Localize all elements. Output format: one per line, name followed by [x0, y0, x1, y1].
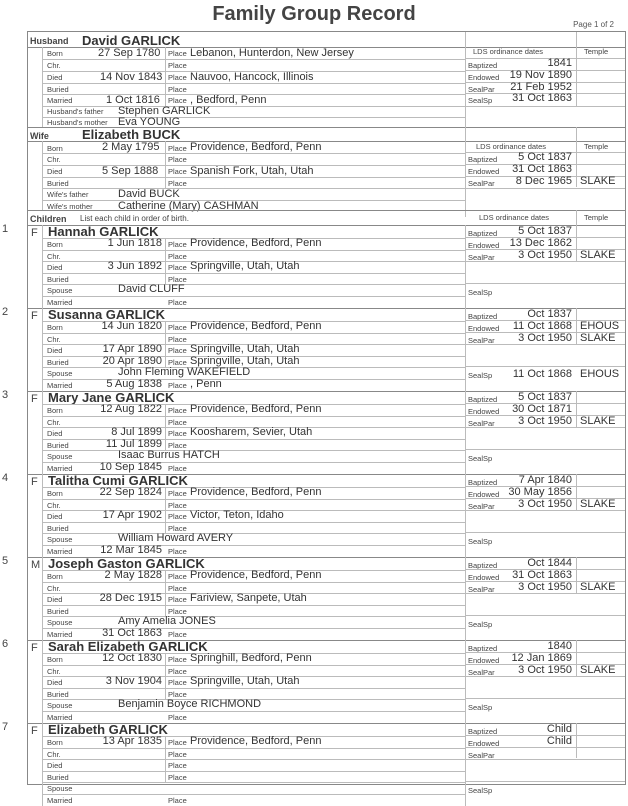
child-sex: F — [31, 642, 38, 654]
child-sealsp-label: SealSp — [468, 786, 493, 795]
child-baptized: Oct 1844 — [527, 557, 572, 569]
husbands-mother-label: Husband's mother — [47, 118, 108, 127]
child-chr-place-label: Place — [168, 251, 187, 261]
child-born-date: 2 May 1828 — [104, 569, 162, 581]
husband-born-place-label: Place — [168, 49, 187, 58]
child-died-date: 17 Apr 1902 — [102, 509, 162, 522]
child-number: 1 — [2, 223, 9, 235]
child-spouse: Isaac Burrus HATCH — [118, 449, 220, 462]
child-sealpar-label: SealPar — [468, 751, 495, 760]
child-chr-label: Chr. — [47, 666, 61, 676]
wife-label: Wife — [30, 131, 49, 141]
child-spouse-label: Spouse — [47, 784, 73, 794]
child-died-place-label: Place — [168, 346, 187, 356]
child-sealpar: 3 Oct 1950 — [518, 249, 572, 261]
child-buried-place-label: Place — [168, 274, 187, 284]
wife-temple-header: Temple — [584, 142, 609, 151]
child-sealpar-temple: SLAKE — [580, 332, 616, 344]
wifes-mother: Catherine (Mary) CASHMAN — [118, 200, 259, 212]
child-died-date: 3 Nov 1904 — [105, 675, 162, 688]
wife-chr-label: Chr. — [47, 155, 61, 164]
child-married-place-label: Place — [168, 630, 187, 639]
child-died-label: Died — [47, 263, 63, 273]
child-sex: M — [31, 559, 41, 571]
child-buried-date: 20 Apr 1890 — [102, 354, 162, 367]
child-buried-place-label: Place — [168, 523, 187, 533]
child-sex: F — [31, 725, 38, 737]
husband-died-place: Nauvoo, Hancock, Illinois — [190, 71, 314, 83]
wife-chr-place-label: Place — [168, 155, 187, 164]
husband-baptized: 1841 — [547, 57, 572, 69]
child-baptized: 5 Oct 1837 — [518, 225, 572, 237]
husband-born-label: Born — [47, 49, 63, 58]
husband-died-date: 14 Nov 1843 — [100, 71, 163, 83]
husbands-father: Stephen GARLICK — [118, 105, 211, 117]
husband-endowed-label: Endowed — [468, 73, 500, 82]
child-born-label: Born — [47, 240, 63, 249]
child-sealsp-temple: EHOUS — [580, 368, 620, 380]
child-died-label: Died — [47, 429, 63, 439]
child-chr-place-label: Place — [168, 334, 187, 344]
child-spouse-label: Spouse — [47, 452, 73, 462]
child-baptized: 7 Apr 1840 — [518, 474, 572, 486]
child-born-label: Born — [47, 738, 63, 747]
child-born-place-label: Place — [168, 323, 187, 332]
child-name: Talitha Cumi GARLICK — [48, 473, 188, 488]
child-born-date: 14 Jun 1820 — [101, 320, 162, 332]
child-endowed-label: Endowed — [468, 490, 500, 499]
wife-buried-label: Buried — [47, 179, 69, 188]
wife-sealpar-label: SealPar — [468, 179, 495, 188]
wife-endowed: 31 Oct 1863 — [512, 163, 572, 175]
child-born-label: Born — [47, 323, 63, 332]
child-born-date: 13 Apr 1835 — [102, 735, 162, 747]
child-sealpar-label: SealPar — [468, 585, 495, 594]
husband-sealsp: 31 Oct 1863 — [512, 92, 572, 104]
child-spouse: William Howard AVERY — [118, 532, 234, 545]
child-born-label: Born — [47, 572, 63, 581]
husband-died-label: Died — [47, 73, 63, 82]
family-group-form — [2, 31, 626, 805]
child-chr-label: Chr. — [47, 251, 61, 261]
wife-died-label: Died — [47, 167, 63, 176]
child-name: Hannah GARLICK — [48, 224, 159, 239]
child-died-label: Died — [47, 761, 63, 771]
child-spouse: Amy Amelia JONES — [118, 615, 216, 628]
child-name: Elizabeth GARLICK — [48, 722, 168, 737]
child-born-place: Springhill, Bedford, Penn — [190, 652, 312, 664]
husband-chr-label: Chr. — [47, 61, 61, 70]
child-baptized-label: Baptized — [468, 561, 498, 570]
child-married-place-label: Place — [168, 713, 187, 722]
child-endowed: 30 May 1856 — [508, 486, 572, 498]
child-sealsp-label: SealSp — [468, 288, 493, 297]
child-number: 4 — [2, 472, 9, 484]
child-born-date: 22 Sep 1824 — [99, 486, 162, 498]
child-number: 5 — [2, 555, 9, 567]
child-died-label: Died — [47, 512, 63, 522]
husband-sealpar-label: SealPar — [468, 85, 495, 94]
children-note: List each child in order of birth. — [80, 214, 189, 223]
child-sealpar: 3 Oct 1950 — [518, 581, 572, 593]
child-name: Sarah Elizabeth GARLICK — [48, 639, 208, 654]
child-sex: F — [31, 393, 38, 405]
child-died-place: Springville, Utah, Utah — [190, 675, 300, 688]
child-sealsp-label: SealSp — [468, 537, 493, 546]
child-married-place-label: Place — [168, 464, 187, 473]
husband-sealpar: 21 Feb 1952 — [510, 81, 572, 93]
child-sealpar-label: SealPar — [468, 668, 495, 677]
child-buried-label: Buried — [47, 274, 69, 284]
child-buried-place-label: Place — [168, 440, 187, 450]
child-sealpar: 3 Oct 1950 — [518, 332, 572, 344]
child-born-place: Providence, Bedford, Penn — [190, 486, 322, 498]
children-lds-header: LDS ordinance dates — [479, 213, 550, 222]
child-married-place-label: Place — [168, 298, 187, 307]
child-sealpar-label: SealPar — [468, 502, 495, 511]
child-endowed: 31 Oct 1863 — [512, 569, 572, 581]
child-endowed-temple: EHOUS — [580, 320, 620, 332]
child-chr-place-label: Place — [168, 666, 187, 676]
child-died-place: Victor, Teton, Idaho — [190, 509, 284, 522]
husband-buried-label: Buried — [47, 85, 69, 94]
child-chr-place-label: Place — [168, 500, 187, 510]
child-endowed: Child — [546, 735, 572, 747]
child-died-place: Fariview, Sanpete, Utah — [190, 592, 307, 605]
husband-married-place-label: Place — [168, 96, 187, 105]
child-born-label: Born — [47, 406, 63, 415]
child-baptized-label: Baptized — [468, 395, 498, 404]
child-married-date: 31 Oct 1863 — [102, 627, 162, 639]
child-died-place: Springville, Utah, Utah — [190, 343, 300, 356]
wife-died-place: Spanish Fork, Utah, Utah — [190, 165, 314, 177]
child-endowed: 30 Oct 1871 — [512, 403, 572, 415]
child-married-label: Married — [47, 464, 73, 473]
husband-born-date: 27 Sep 1780 — [98, 47, 161, 59]
child-died-place-label: Place — [168, 678, 187, 688]
husband-lds-header: LDS ordinance dates — [473, 47, 544, 56]
child-sealpar-temple: SLAKE — [580, 249, 616, 261]
husband-married-date: 1 Oct 1816 — [106, 94, 160, 106]
child-born-place-label: Place — [168, 406, 187, 415]
child-spouse-label: Spouse — [47, 535, 73, 545]
child-spouse-label: Spouse — [47, 286, 73, 296]
page-number: Page 1 of 2 — [573, 20, 614, 29]
child-sealpar-temple: SLAKE — [580, 581, 616, 593]
child-born-label: Born — [47, 489, 63, 498]
child-buried-place-label: Place — [168, 606, 187, 616]
child-chr-label: Chr. — [47, 583, 61, 593]
child-spouse-label: Spouse — [47, 618, 73, 628]
child-married-label: Married — [47, 298, 73, 307]
wife-born-place-label: Place — [168, 144, 187, 153]
child-buried-place: Springville, Utah, Utah — [190, 354, 300, 367]
husband-buried-place-label: Place — [168, 85, 187, 94]
husbands-mother: Eva YOUNG — [118, 116, 181, 128]
wife-born-label: Born — [47, 144, 63, 153]
child-born-date: 1 Jun 1818 — [107, 237, 162, 249]
husband-chr-place-label: Place — [168, 61, 187, 70]
child-spouse-label: Spouse — [47, 701, 73, 711]
husband-temple-header: Temple — [584, 47, 609, 56]
child-sealsp-label: SealSp — [468, 620, 493, 629]
child-sex: F — [31, 310, 38, 322]
child-married-label: Married — [47, 381, 73, 390]
child-born-place-label: Place — [168, 738, 187, 747]
child-endowed-label: Endowed — [468, 656, 500, 665]
child-buried-place-label: Place — [168, 689, 187, 699]
child-buried-place-label: Place — [168, 357, 187, 367]
child-sealsp-label: SealSp — [468, 703, 493, 712]
child-died-place-label: Place — [168, 429, 187, 439]
child-sealpar: 3 Oct 1950 — [518, 415, 572, 427]
child-baptized: Child — [546, 723, 572, 735]
child-married-date: 10 Sep 1845 — [99, 461, 162, 473]
husband-born-place: Lebanon, Hunterdon, New Jersey — [190, 47, 354, 59]
child-married-place: , Penn — [190, 378, 222, 390]
child-number: 2 — [2, 306, 9, 318]
child-buried-label: Buried — [47, 689, 69, 699]
child-chr-place-label: Place — [168, 749, 187, 759]
child-married-place-label: Place — [168, 381, 187, 390]
child-born-place: Providence, Bedford, Penn — [190, 403, 322, 415]
child-died-date: 17 Apr 1890 — [102, 343, 162, 356]
wife-lds-header: LDS ordinance dates — [476, 142, 547, 151]
wife-born-place: Providence, Bedford, Penn — [190, 141, 322, 153]
child-chr-label: Chr. — [47, 417, 61, 427]
child-chr-label: Chr. — [47, 500, 61, 510]
child-married-label: Married — [47, 796, 73, 805]
child-died-date: 28 Dec 1915 — [99, 592, 162, 605]
child-baptized-label: Baptized — [468, 478, 498, 487]
child-buried-label: Buried — [47, 606, 69, 616]
child-born-place: Providence, Bedford, Penn — [190, 735, 322, 747]
child-name: Joseph Gaston GARLICK — [48, 556, 205, 571]
child-born-place-label: Place — [168, 489, 187, 498]
child-born-place: Providence, Bedford, Penn — [190, 237, 322, 249]
husband-endowed: 19 Nov 1890 — [509, 69, 572, 81]
child-born-date: 12 Oct 1830 — [102, 652, 162, 664]
child-married-place-label: Place — [168, 796, 187, 805]
child-sealpar-label: SealPar — [468, 253, 495, 262]
child-sealpar: 3 Oct 1950 — [518, 498, 572, 510]
child-sealsp: 11 Oct 1868 — [512, 368, 572, 380]
child-spouse-label: Spouse — [47, 369, 73, 379]
child-died-label: Died — [47, 678, 63, 688]
child-sealpar-label: SealPar — [468, 419, 495, 428]
child-buried-label: Buried — [47, 357, 69, 367]
child-sealsp-label: SealSp — [468, 454, 493, 463]
child-endowed: 13 Dec 1862 — [509, 237, 572, 249]
child-number: 7 — [2, 721, 9, 733]
wife-died-place-label: Place — [168, 167, 187, 176]
child-chr-label: Chr. — [47, 749, 61, 759]
wifes-father: David BUCK — [118, 188, 180, 200]
child-buried-label: Buried — [47, 440, 69, 450]
child-born-place-label: Place — [168, 240, 187, 249]
child-name: Susanna GARLICK — [48, 307, 166, 322]
child-born-place-label: Place — [168, 655, 187, 664]
child-buried-label: Buried — [47, 772, 69, 782]
child-died-place: Springville, Utah, Utah — [190, 260, 300, 273]
child-died-label: Died — [47, 346, 63, 356]
child-baptized: 5 Oct 1837 — [518, 391, 572, 403]
child-spouse: John Fleming WAKEFIELD — [118, 366, 251, 379]
husbands-father-label: Husband's father — [47, 107, 104, 116]
child-endowed-label: Endowed — [468, 324, 500, 333]
child-married-label: Married — [47, 630, 73, 639]
child-married-label: Married — [47, 547, 73, 556]
child-sealsp-label: SealSp — [468, 371, 493, 380]
child-number: 6 — [2, 638, 9, 650]
child-endowed-label: Endowed — [468, 407, 500, 416]
wife-buried-place-label: Place — [168, 179, 187, 188]
wife-died-date: 5 Sep 1888 — [102, 165, 159, 177]
husband-label: Husband — [30, 36, 69, 46]
child-buried-place-label: Place — [168, 772, 187, 782]
wife-born-date: 2 May 1795 — [102, 141, 160, 153]
child-endowed: 11 Oct 1868 — [512, 320, 572, 332]
wife-sealpar: 8 Dec 1965 — [515, 175, 572, 187]
husband-married-place: , Bedford, Penn — [190, 94, 267, 106]
child-sealpar-temple: SLAKE — [580, 664, 616, 676]
child-chr-place-label: Place — [168, 417, 187, 427]
child-sex: F — [31, 227, 38, 239]
child-baptized: Oct 1837 — [527, 308, 572, 320]
children-label: Children — [30, 214, 67, 224]
child-chr-label: Chr. — [47, 334, 61, 344]
child-died-label: Died — [47, 595, 63, 605]
child-died-place-label: Place — [168, 761, 187, 771]
page-title: Family Group Record — [212, 3, 416, 25]
child-baptized: 1840 — [547, 640, 572, 652]
child-sealpar-temple: SLAKE — [580, 498, 616, 510]
child-sealpar-label: SealPar — [468, 336, 495, 345]
child-name: Mary Jane GARLICK — [48, 390, 175, 405]
child-sealpar: 3 Oct 1950 — [518, 664, 572, 676]
wife-baptized-label: Baptized — [468, 155, 498, 164]
wifes-father-label: Wife's father — [47, 190, 89, 199]
child-died-place: Koosharem, Sevier, Utah — [190, 426, 313, 439]
child-married-date: 5 Aug 1838 — [106, 378, 162, 390]
husband-sealsp-label: SealSp — [468, 96, 493, 105]
child-born-place: Providence, Bedford, Penn — [190, 320, 322, 332]
child-endowed-label: Endowed — [468, 241, 500, 250]
child-died-place-label: Place — [168, 512, 187, 522]
wife-sealpar-temple: SLAKE — [580, 175, 616, 187]
child-married-date: 12 Mar 1845 — [100, 544, 162, 556]
child-endowed-label: Endowed — [468, 573, 500, 582]
wife-endowed-label: Endowed — [468, 167, 500, 176]
wife-name: Elizabeth BUCK — [82, 127, 181, 142]
husband-died-place-label: Place — [168, 73, 187, 82]
child-endowed-label: Endowed — [468, 739, 500, 748]
children-temple-header: Temple — [584, 213, 609, 222]
child-baptized-label: Baptized — [468, 312, 498, 321]
child-married-label: Married — [47, 713, 73, 722]
child-died-date: 3 Jun 1892 — [107, 260, 162, 273]
husband-baptized-label: Baptized — [468, 61, 498, 70]
child-baptized-label: Baptized — [468, 229, 498, 238]
child-baptized-label: Baptized — [468, 727, 498, 736]
child-endowed: 12 Jan 1869 — [511, 652, 572, 664]
child-spouse: Benjamin Boyce RICHMOND — [118, 698, 262, 711]
child-buried-label: Buried — [47, 523, 69, 533]
child-buried-date: 11 Jul 1899 — [105, 437, 162, 450]
child-spouse: David CLUFF — [118, 283, 185, 296]
child-number: 3 — [2, 389, 9, 401]
child-sex: F — [31, 476, 38, 488]
child-born-label: Born — [47, 655, 63, 664]
child-baptized-label: Baptized — [468, 644, 498, 653]
child-born-date: 12 Aug 1822 — [100, 403, 162, 415]
child-died-place-label: Place — [168, 263, 187, 273]
child-died-place-label: Place — [168, 595, 187, 605]
child-sealpar-temple: SLAKE — [580, 415, 616, 427]
child-died-date: 8 Jul 1899 — [111, 426, 162, 439]
husband-married-label: Married — [47, 96, 73, 105]
wife-baptized: 5 Oct 1837 — [518, 151, 572, 163]
child-born-place: Providence, Bedford, Penn — [190, 569, 322, 581]
child-married-place-label: Place — [168, 547, 187, 556]
child-born-place-label: Place — [168, 572, 187, 581]
child-chr-place-label: Place — [168, 583, 187, 593]
husband-name: David GARLICK — [82, 33, 181, 48]
wifes-mother-label: Wife's mother — [47, 202, 93, 211]
